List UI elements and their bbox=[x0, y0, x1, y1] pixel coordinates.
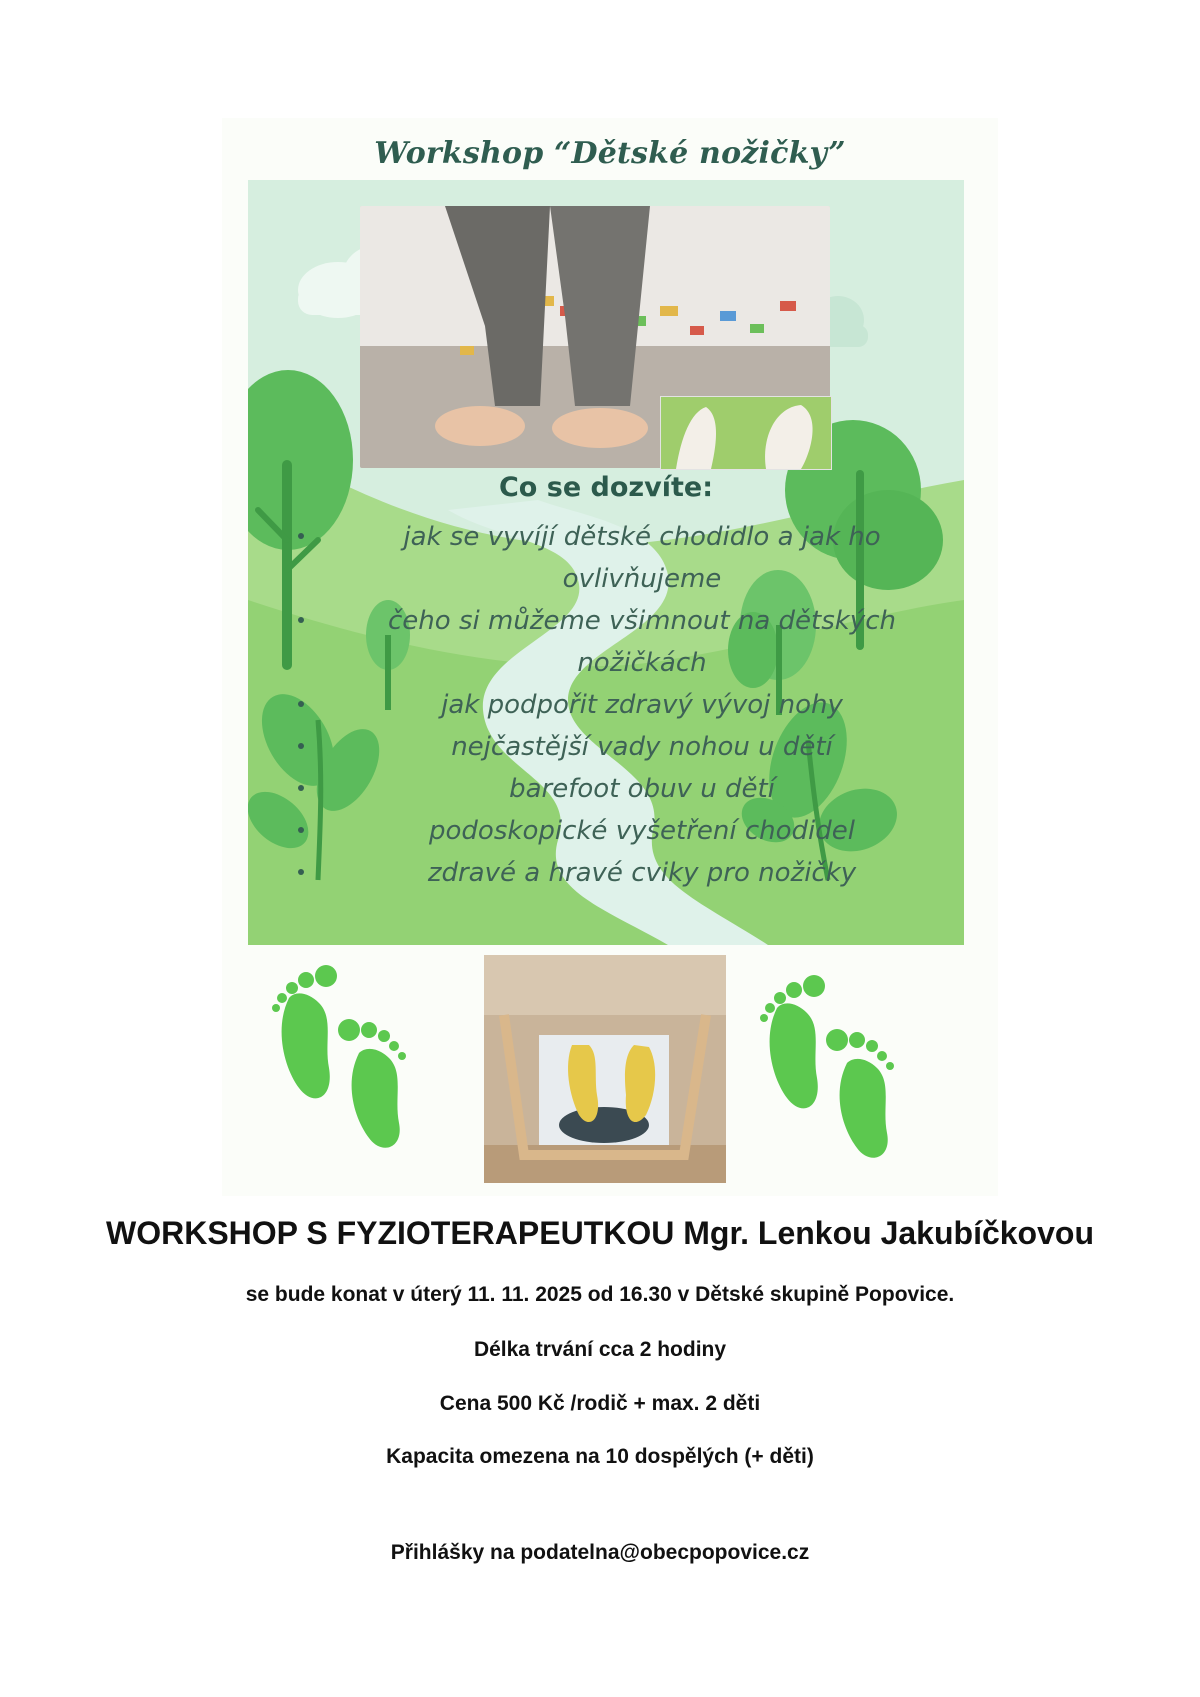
bullet-icon bbox=[298, 827, 304, 833]
list-item: čeho si můžeme všimnout na dětských nožičkách bbox=[248, 600, 964, 684]
poster-panel bbox=[248, 180, 964, 945]
workshop-poster bbox=[222, 118, 998, 1196]
registration-line: Přihlášky na podatelna@obecpopovice.cz bbox=[390, 1541, 810, 1564]
podoscope-photo bbox=[484, 955, 726, 1183]
bullet-icon bbox=[298, 701, 304, 707]
workshop-title: WORKSHOP S FYZIOTERAPEUTKOU Mgr. Lenkou Jakubíčkovou bbox=[106, 1215, 1094, 1251]
list-item: zdravé a hravé cviky pro nožičky bbox=[248, 852, 964, 894]
price-line: Cena 500 Kč /rodič + max. 2 děti bbox=[439, 1392, 761, 1415]
list-item: nejčastější vady nohou u dětí bbox=[248, 726, 964, 768]
bullet-icon bbox=[298, 533, 304, 539]
bullet-icon bbox=[298, 785, 304, 791]
footprints-icon bbox=[752, 968, 902, 1168]
feet-inset-photo bbox=[660, 396, 832, 470]
bullet-icon bbox=[298, 743, 304, 749]
list-item: podoskopické vyšetření chodidel bbox=[248, 810, 964, 852]
event-date-line: se bude konat v úterý 11. 11. 2025 od 16.30 v Dětské skupině Popovice. bbox=[245, 1283, 955, 1306]
capacity-line: Kapacita omezena na 10 dospělých (+ děti) bbox=[386, 1445, 814, 1468]
section-heading: Co se dozvíte: bbox=[498, 472, 713, 503]
footprints-icon bbox=[264, 958, 414, 1158]
list-item: jak podpořit zdravý vývoj nohy bbox=[248, 684, 964, 726]
topics-list bbox=[248, 516, 964, 894]
poster-title: Workshop “Dětské nožičky” bbox=[374, 136, 846, 171]
list-item: jak se vyvíjí dětské chodidlo a jak ho ovlivňujeme bbox=[248, 516, 964, 600]
duration-line: Délka trvání cca 2 hodiny bbox=[473, 1338, 727, 1361]
bullet-icon bbox=[298, 869, 304, 875]
list-item: barefoot obuv u dětí bbox=[248, 768, 964, 810]
bullet-icon bbox=[298, 617, 304, 623]
